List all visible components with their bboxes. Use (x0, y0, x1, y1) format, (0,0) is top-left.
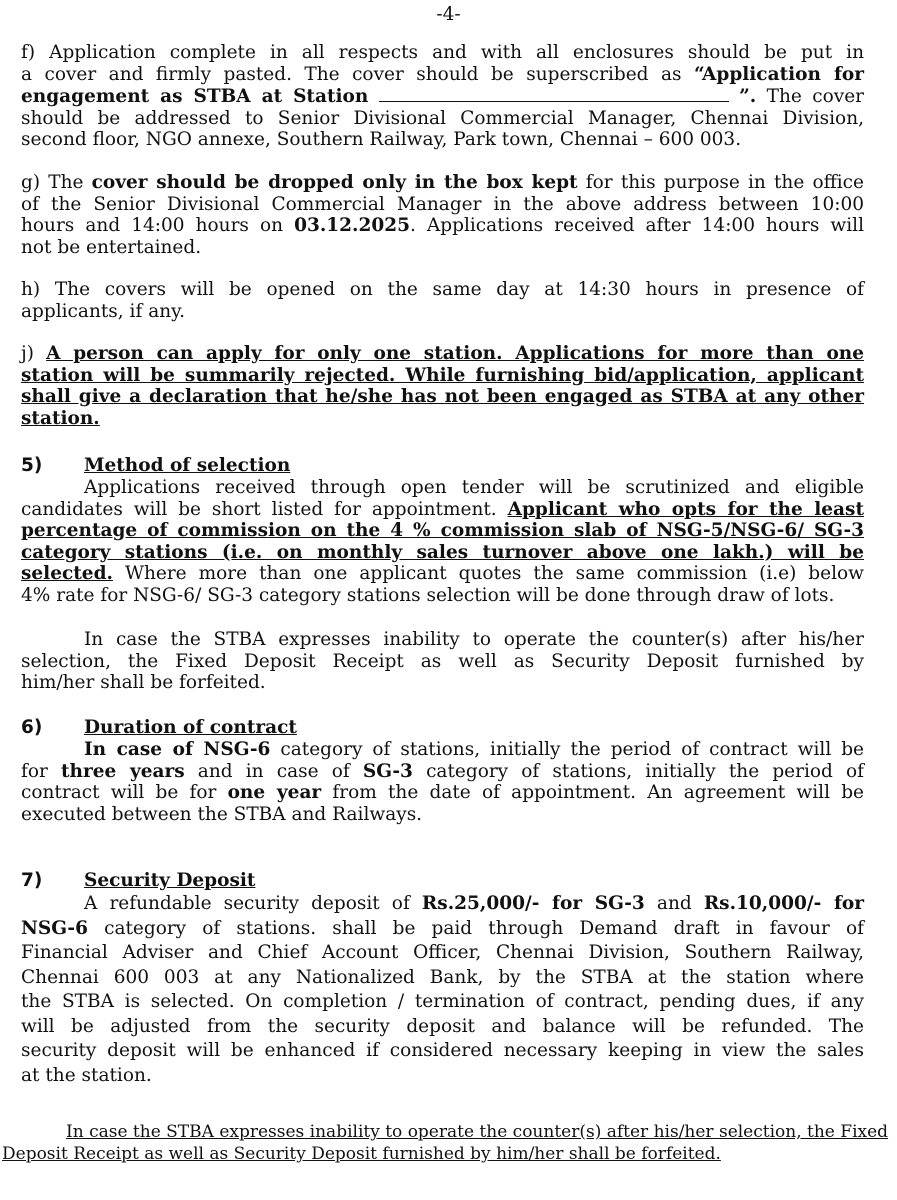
para-f-line: second floor, NGO annexe, Southern Railway, Park town, Chennai – 600 003. (21, 129, 742, 150)
section-5-line: percentage of commission on the 4 % commission slab of NSG-5/NSG-6/ SG-3 (21, 520, 864, 541)
section-title: Duration of contract (84, 717, 297, 738)
section-7-heading (21, 870, 864, 892)
section-6-body (21, 739, 864, 825)
section-6-heading (21, 717, 864, 739)
section-5-line: In case the STBA expresses inability to operate the counter(s) after his/her (84, 629, 864, 650)
section-5-heading (21, 455, 864, 477)
paragraph-f (21, 42, 864, 151)
paragraph-g (21, 172, 864, 258)
section-6-line: In case of NSG-6 category of stations, initially the period of contract will be (84, 739, 865, 760)
section-title: Security Deposit (84, 870, 256, 891)
section-number: 6) (21, 717, 43, 738)
para-g-line: not be entertained. (21, 236, 202, 258)
para-f-line: f) Application complete in all respects and with all enclosures should be put in (21, 42, 864, 63)
para-j-line: station. (21, 407, 100, 429)
section-7-line: security deposit will be enhanced if considered necessary keeping in view the sales (21, 1040, 864, 1061)
para-f-line: a cover and firmly pasted. The cover should be superscribed as “Application for (21, 63, 864, 85)
section-5-line: category stations (i.e. on monthly sales turnover above one lakh.) will be (21, 541, 864, 563)
section-7-line: Financial Adviser and Chief Account Officer, Chennai Division, Southern Railway, (21, 942, 864, 963)
section-6-line: executed between the STBA and Railways. (21, 803, 423, 825)
footer-note-line-1: In case the STBA expresses inability to operate the counter(s) after his/her selection, the Fixed (66, 1122, 889, 1142)
station-blank-line (379, 85, 729, 102)
paragraph-h (21, 279, 864, 322)
section-title: Method of selection (84, 455, 291, 476)
section-5-body (21, 477, 864, 606)
section-5-line: candidates will be short listed for appointment. Applicant who opts for the least (21, 498, 864, 520)
section-number: 5) (21, 455, 43, 476)
section-number: 7) (21, 870, 43, 891)
para-f-line: should be addressed to Senior Divisional Commercial Manager, Chennai Division, (21, 107, 864, 129)
para-g-line: g) The cover should be dropped only in the box kept for this purpose in the office (21, 172, 864, 193)
para-g-line: of the Senior Divisional Commercial Manager in the above address between 10:00 (21, 193, 864, 215)
para-g-line: hours and 14:00 hours on 03.12.2025. Applications received after 14:00 hours will (21, 215, 864, 236)
para-j-line: station will be summarily rejected. While furnishing bid/application, applicant (21, 364, 864, 386)
paragraph-j (21, 343, 864, 429)
section-5-line: selection, the Fixed Deposit Receipt as well as Security Deposit furnished by (21, 650, 864, 672)
para-j-line: shall give a declaration that he/she has not been engaged as STBA at any other (21, 386, 864, 407)
page-number: -4- (436, 4, 461, 25)
section-7-line: Chennai 600 003 at any Nationalized Bank, by the STBA at the station where (21, 966, 864, 988)
section-7-line: will be adjusted from the security deposit and balance will be refunded. The (21, 1015, 864, 1037)
section-7-line: the STBA is selected. On completion / termination of contract, pending dues, if any (21, 991, 864, 1012)
section-5-line: Applications received through open tender will be scrutinized and eligible (84, 477, 864, 498)
para-h-line: applicants, if any. (21, 300, 186, 322)
section-5-line: selected. Where more than one applicant quotes the same commission (i.e) below (21, 563, 864, 584)
section-5-forfeit-paragraph (21, 629, 864, 694)
section-7-body (21, 892, 864, 1088)
section-7-line: A refundable security deposit of Rs.25,000/- for SG-3 and Rs.10,000/- for (84, 893, 864, 914)
section-6-line: contract will be for one year from the date of appointment. An agreement will be (21, 782, 864, 803)
footer-note-line-2: Deposit Receipt as well as Security Deposit furnished by him/her shall be forfeited. (2, 1144, 721, 1164)
section-7-line: at the station. (21, 1064, 152, 1086)
section-6-line: for three years and in case of SG-3 category of stations, initially the period of (21, 760, 864, 782)
section-5-line: him/her shall be forfeited. (21, 672, 266, 693)
para-f-line: engagement as STBA at Station ”. The cover (21, 86, 864, 107)
para-j-line: j) A person can apply for only one station. Applications for more than one (21, 343, 865, 364)
section-7-line: NSG-6 category of stations. shall be paid through Demand draft in favour of (21, 917, 864, 939)
section-5-line: 4% rate for NSG-6/ SG-3 category stations selection will be done through draw of lots. (21, 584, 835, 606)
para-h-line: h) The covers will be opened on the same day at 14:30 hours in presence of (21, 279, 864, 300)
